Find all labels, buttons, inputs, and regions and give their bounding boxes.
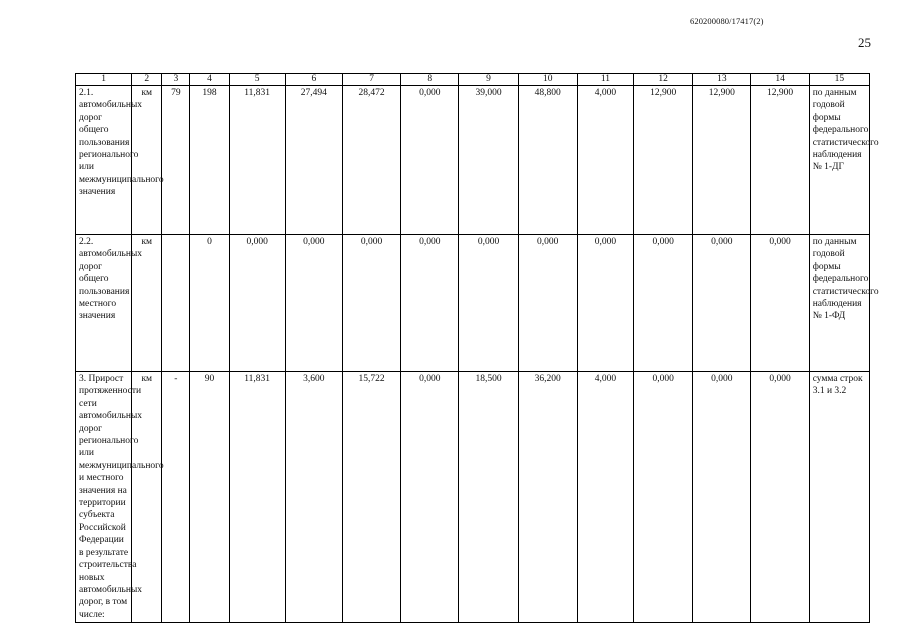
row-name: 3. Прирост протяженности сети автомобильных дорог регионального или межмуниципального и местного значения на территории субъекта Российской Федерации в результате строительства новых автомобильных дорог, в том числе:	[76, 372, 132, 623]
row-note: по данным годовой формы федерального статистического наблюдения № 1-ДГ	[809, 86, 869, 235]
column-header: 7	[342, 74, 400, 86]
table-cell: 79	[162, 86, 190, 235]
table-cell: 0,000	[751, 235, 809, 372]
table-cell: 11,831	[229, 372, 285, 623]
row-unit: км	[132, 86, 162, 235]
table-cell: 4,000	[577, 372, 633, 623]
table-cell: 48,800	[518, 86, 577, 235]
table-row	[76, 235, 870, 372]
table-cell: 39,000	[459, 86, 518, 235]
document-id: 620200080/17417(2)	[690, 16, 764, 26]
column-header: 4	[190, 74, 229, 86]
table-row	[76, 86, 870, 235]
table-cell: 0,000	[634, 372, 693, 623]
table-cell: 0,000	[518, 235, 577, 372]
column-header: 2	[132, 74, 162, 86]
table-cell: 0,000	[577, 235, 633, 372]
row-name: 2.2. автомобильных дорог общего пользования местного значения	[76, 235, 132, 372]
table-cell: 11,831	[229, 86, 285, 235]
column-header: 1	[76, 74, 132, 86]
column-header: 9	[459, 74, 518, 86]
table-cell: 0,000	[285, 235, 342, 372]
page-number: 25	[858, 35, 871, 50]
table-row	[76, 372, 870, 623]
table-cell: 28,472	[342, 86, 400, 235]
column-header: 3	[162, 74, 190, 86]
table-cell: 18,500	[459, 372, 518, 623]
row-unit: км	[132, 235, 162, 372]
column-header: 8	[401, 74, 459, 86]
table-cell: 0,000	[401, 235, 459, 372]
table-cell: 12,900	[751, 86, 809, 235]
table-cell: 0,000	[401, 86, 459, 235]
table-cell: 12,900	[693, 86, 751, 235]
table-cell: 15,722	[342, 372, 400, 623]
row-name: 2.1. автомобильных дорог общего пользования регионального или межмуниципального значения	[76, 86, 132, 235]
table-cell: 198	[190, 86, 229, 235]
table-cell: 3,600	[285, 372, 342, 623]
table-cell: 0,000	[401, 372, 459, 623]
column-header: 11	[577, 74, 633, 86]
table-cell: -	[162, 372, 190, 623]
table-cell: 0,000	[229, 235, 285, 372]
table-cell: 90	[190, 372, 229, 623]
column-header: 15	[809, 74, 869, 86]
column-header: 13	[693, 74, 751, 86]
table-cell: 4,000	[577, 86, 633, 235]
table-cell: 0,000	[342, 235, 400, 372]
table-cell: 0,000	[459, 235, 518, 372]
column-header: 5	[229, 74, 285, 86]
table-cell: 12,900	[634, 86, 693, 235]
table-cell: 27,494	[285, 86, 342, 235]
table-cell: 0	[190, 235, 229, 372]
data-table	[75, 73, 879, 623]
table-cell: 0,000	[693, 235, 751, 372]
row-unit: км	[132, 372, 162, 623]
header-row	[76, 74, 870, 86]
table-cell: 0,000	[751, 372, 809, 623]
row-note: по данным годовой формы федерального статистического наблюдения № 1-ФД	[809, 235, 869, 372]
column-header: 14	[751, 74, 809, 86]
column-header: 10	[518, 74, 577, 86]
row-note: сумма строк 3.1 и 3.2	[809, 372, 869, 623]
column-header: 12	[634, 74, 693, 86]
table-cell: 0,000	[693, 372, 751, 623]
table-cell: 0,000	[634, 235, 693, 372]
table-cell	[162, 235, 190, 372]
table-cell: 36,200	[518, 372, 577, 623]
column-header: 6	[285, 74, 342, 86]
